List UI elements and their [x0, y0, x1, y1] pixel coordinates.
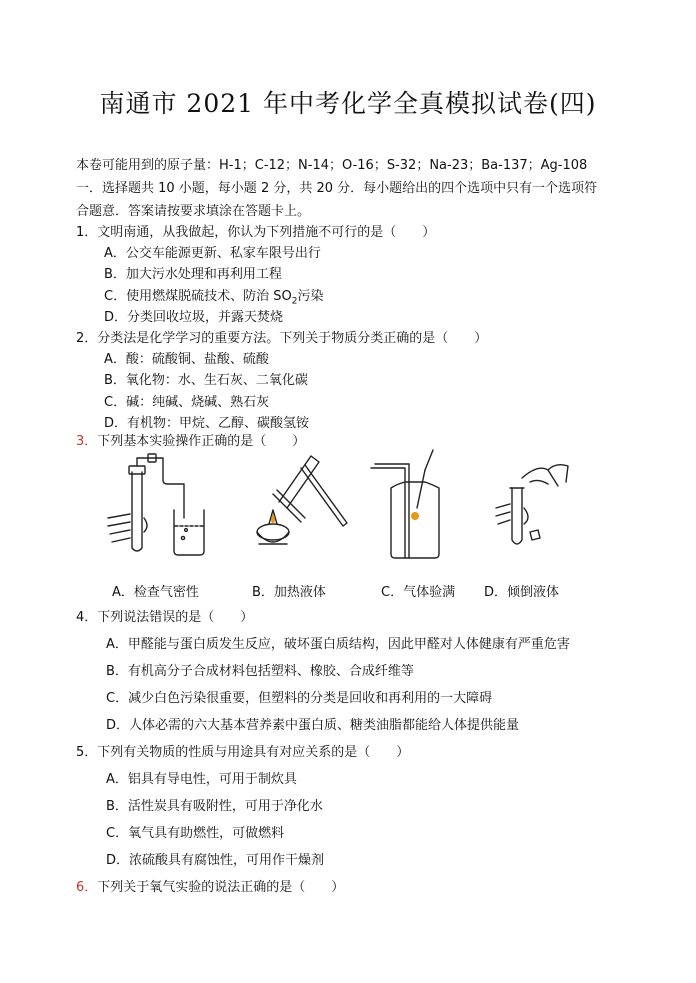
question-stem: 分类法是化学学习的重要方法。下列关于物质分类正确的是（ ） [97, 331, 488, 346]
question-stem: 下列说法错误的是（ ） [97, 610, 254, 625]
pour-liquid-illustration [478, 448, 593, 558]
q2-option-a: A．酸：硫酸铜、盐酸、硫酸 [104, 352, 269, 367]
q4-option-c: C．减少白色污染很重要，但塑料的分类是回收和再利用的一大障碍 [106, 691, 493, 706]
q5-option-d: D．浓硫酸具有腐蚀性，可用作干燥剂 [106, 853, 325, 868]
question-number: 4． [76, 610, 98, 625]
question-stem: 文明南通，从我做起，你认为下列措施不可行的是（ ） [97, 225, 436, 240]
q2-option-c: C．碱：纯碱、烧碱、熟石灰 [104, 395, 270, 410]
question-number: 6． [76, 880, 98, 895]
q1-option-c: C．使用燃煤脱硫技术、防治 $SO_2$污染 [104, 289, 324, 307]
section-instruction-line2: 合题意．答案请按要求填涂在答题卡上。 [76, 204, 311, 219]
question-4 [76, 609, 253, 626]
question-number: 5． [76, 745, 98, 760]
section-instruction-line1: 一．选择题共 10 小题，每小题 2 分，共 20 分．每小题给出的四个选项中只有一个选项符 [76, 181, 598, 196]
question-stem: 下列基本实验操作正确的是（ ） [97, 434, 306, 449]
q5-option-b: B．活性炭具有吸附性，可用于净化水 [106, 799, 323, 814]
question-number: 3． [76, 434, 98, 449]
figure-label-a: A．检查气密性 [112, 585, 199, 600]
figure-label-b: B．加热液体 [252, 585, 326, 600]
question-5 [76, 744, 409, 761]
question-number: 1． [76, 225, 98, 240]
airtightness-check-illustration [100, 448, 215, 558]
atomic-masses-note: 本卷可能用到的原子量：H-1；C-12；N-14；O-16；S-32；Na-23；Ba-137；Ag-108 [76, 158, 588, 173]
question-2 [76, 330, 487, 347]
heat-liquid-illustration [243, 448, 358, 558]
q1-option-d: D．分类回收垃圾，并露天焚烧 [104, 310, 284, 325]
q4-option-d: D．人体必需的六大基本营养素中蛋白质、糖类油脂都能给人体提供能量 [106, 718, 520, 733]
question-stem: 下列关于氧气实验的说法正确的是（ ） [97, 880, 345, 895]
q2-option-d: D．有机物：甲烷、乙醇、碳酸氢铵 [104, 416, 310, 431]
q5-option-c: C．氧气具有助燃性，可做燃料 [106, 826, 285, 841]
q2-option-b: B．氧化物：水、生石灰、二氧化碳 [104, 373, 308, 388]
q1-option-b: B．加大污水处理和再利用工程 [104, 267, 282, 282]
figure-label-c: C．气体验满 [381, 585, 456, 600]
question-1 [76, 224, 435, 241]
page-title: 南通市 2021 年中考化学全真模拟试卷(四) [99, 89, 597, 118]
question-stem: 下列有关物质的性质与用途具有对应关系的是（ ） [97, 745, 410, 760]
q1-option-a: A．公交车能源更新、私家车限号出行 [104, 246, 321, 261]
q5-option-a: A．铝具有导电性，可用于制炊具 [106, 772, 297, 787]
q4-option-b: B．有机高分子合成材料包括塑料、橡胶、合成纤维等 [106, 664, 414, 679]
figure-label-d: D．倾倒液体 [484, 585, 560, 600]
q4-option-a: A．甲醛能与蛋白质发生反应，破坏蛋白质结构，因此甲醛对人体健康有严重危害 [106, 637, 570, 652]
question-6 [76, 879, 344, 896]
question-number: 2． [76, 331, 98, 346]
gas-fullness-test-illustration [365, 448, 480, 563]
